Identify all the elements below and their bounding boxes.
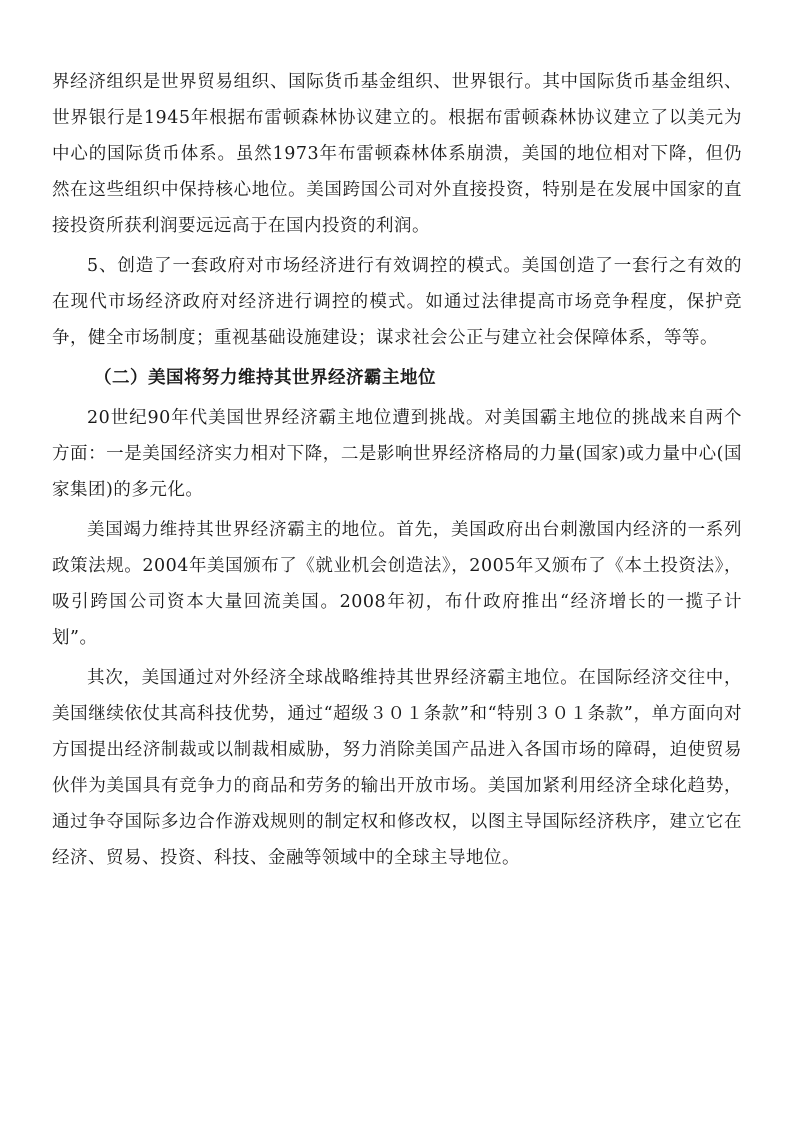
section-heading: （二）美国将努力维持其世界经济霸主地位: [94, 368, 436, 388]
paragraph-point-5: 5、创造了一套政府对市场经济进行有效调控的模式。美国创造了一套行之有效的在现代市场经济政府对经济进行调控的模式。如通过法律提高市场竞争程度，保护竞争，健全市场制度；重视基础设施建设；谋求社会公正与建立社会保障体系，等等。: [52, 256, 742, 348]
document-body: [52, 64, 742, 876]
paragraph-challenge: 20世纪90年代美国世界经济霸主地位遭到挑战。对美国霸主地位的挑战来自两个方面：一是美国经济实力相对下降，二是影响世界经济格局的力量(国家)或力量中心(国家集团)的多元化。: [52, 408, 742, 500]
paragraph-global-strategy: 其次，美国通过对外经济全球战略维持其世界经济霸主地位。在国际经济交往中，美国继续依仗其高科技优势，通过“超级３０１条款”和“特别３０１条款”，单方面向对方国提出经济制裁或以制裁相威胁，努力消除美国产品进入各国市场的障碍，迫使贸易伙伴为美国具有竞争力的商品和劳务的输出开放市场。美国加紧利用经济全球化趋势，通过争夺国际多边合作游戏规则的制定权和修改权，以图主导国际经济秩序，建立它在经济、贸易、投资、科技、金融等领域中的全球主导地位。: [52, 668, 742, 868]
paragraph-continuation: 界经济组织是世界贸易组织、国际货币基金组织、世界银行。其中国际货币基金组织、世界银行是1945年根据布雷顿森林协议建立的。根据布雷顿森林协议建立了以美元为中心的国际货币体系。虽然1973年布雷顿森林体系崩溃，美国的地位相对下降，但仍然在这些组织中保持核心地位。美国跨国公司对外直接投资，特别是在发展中国家的直接投资所获利润要远远高于在国内投资的利润。: [52, 72, 742, 236]
paragraph-domestic-policy: 美国竭力维持其世界经济霸主的地位。首先，美国政府出台刺激国内经济的一系列政策法规。2004年美国颁布了《就业机会创造法》，2005年又颁布了《本土投资法》，吸引跨国公司资本大量回流美国。2008年初，布什政府推出“经济增长的一揽子计划”。: [52, 520, 742, 648]
